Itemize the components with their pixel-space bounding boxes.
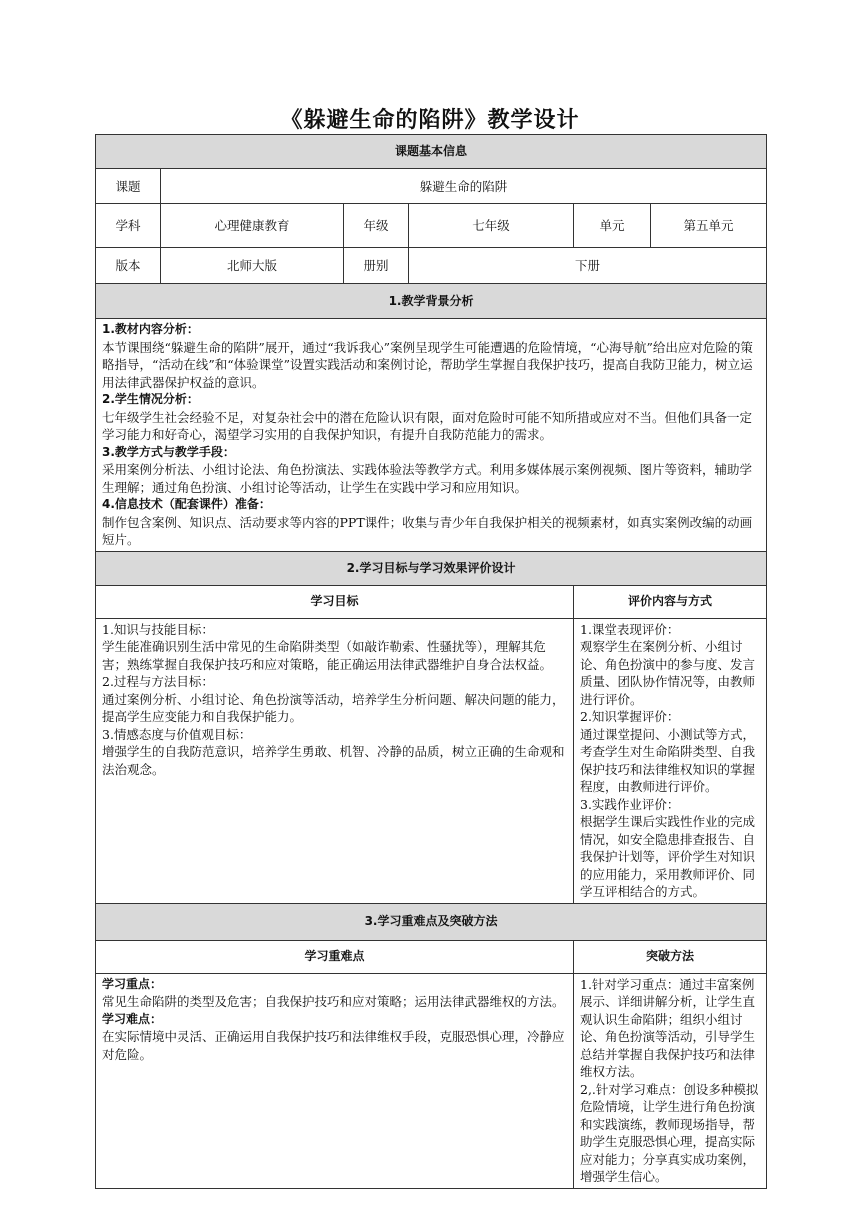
topic-label: 课题 <box>96 169 161 204</box>
key-points-text: 常见生命陷阱的类型及危害；自我保护技巧和应对策略；运用法律武器维权的方法。 <box>102 994 565 1009</box>
unit-value: 第五单元 <box>651 204 767 248</box>
it-preparation-heading: 4.信息技术（配套课件）准备： <box>102 497 271 511</box>
eval-knowledge-text: 通过课堂提问、小测试等方式，考查学生对生命陷阱类型、自我保护技巧和法律维权知识的掌握程度，由教师进行评价。 <box>580 726 756 794</box>
basic-info-header: 课题基本信息 <box>96 135 767 169</box>
difficulties-colheads-row <box>96 940 767 973</box>
lesson-plan-table <box>95 134 767 1189</box>
background-content-row <box>96 319 767 552</box>
evaluation-cell <box>574 618 767 903</box>
background-content <box>96 319 767 552</box>
teaching-methods-text: 采用案例分析法、小组讨论法、角色扮演法、实践体验法等教学方式。利用多媒体展示案例视频、图片等资料，辅助学生理解；通过角色扮演、小组讨论等活动，让学生在实践中学习和应用知识。 <box>102 462 753 495</box>
edition-row <box>96 248 767 284</box>
goal-emotion-text: 增强学生的自我防范意识，培养学生勇敢、机智、冷静的品质，树立正确的生命观和法治观念。 <box>102 744 565 777</box>
learning-goals-cell <box>96 618 574 903</box>
basic-info-header-row <box>96 135 767 169</box>
eval-knowledge-heading: 2.知识掌握评价： <box>580 709 680 724</box>
goal-knowledge-text: 学生能准确识别生活中常见的生命陷阱类型（如敲诈勒索、性骚扰等），理解其危害；熟练掌握自我保护技巧和应对策略，能正确运用法律武器维护自身合法权益。 <box>102 639 553 672</box>
student-analysis-text: 七年级学生社会经验不足，对复杂社会中的潜在危险认识有限，面对危险时可能不知所措或应对不当。但他们具备一定学习能力和好奇心，渴望学习实用的自我保护知识，有提升自我防范能力的需求。 <box>102 409 753 442</box>
material-analysis-heading: 1.教材内容分析： <box>102 322 199 336</box>
document-title: 《躲避生命的陷阱》教学设计 <box>280 108 580 133</box>
volume-value: 下册 <box>409 248 767 284</box>
student-analysis-heading: 2.学生情况分析： <box>102 392 199 406</box>
difficulties-col-methods: 突破方法 <box>574 940 767 973</box>
goal-emotion-heading: 3.情感态度与价值观目标： <box>102 726 252 742</box>
difficult-points-heading: 学习难点： <box>102 1011 163 1026</box>
difficult-points-text: 在实际情境中灵活、正确运用自我保护技巧和法律维权手段，克服恐惧心理，冷静应对危险。 <box>102 1029 565 1062</box>
keypoints-cell <box>96 973 574 1188</box>
objectives-col-evaluation: 评价内容与方式 <box>574 585 767 618</box>
subject-label: 学科 <box>96 204 161 248</box>
eval-class-heading: 1.课堂表现评价： <box>580 621 680 637</box>
material-analysis-text: 本节课围绕“躲避生命的陷阱”展开，通过“我诉我心”案例呈现学生可能遭遇的危险情境，“心海导航”给出应对危险的策略指导，“活动在线”和“体验课堂”设置实践活动和案例讨论，帮助学生掌握自我保护技巧，提高自我防卫能力，树立运用法律武器保护权益的意识。 <box>102 339 753 390</box>
difficulties-header: 3.学习重难点及突破方法 <box>96 903 767 940</box>
subject-value: 心理健康教育 <box>161 204 344 248</box>
difficulties-col-keypoints: 学习重难点 <box>96 940 574 973</box>
objectives-header-row <box>96 551 767 585</box>
key-points-heading: 学习重点： <box>102 976 163 991</box>
difficulties-header-row <box>96 903 767 940</box>
goal-process-text: 通过案例分析、小组讨论、角色扮演等活动，培养学生分析问题、解决问题的能力，提高学生应变能力和自我保护能力。 <box>102 691 565 724</box>
eval-practice-text: 根据学生课后实践性作业的完成情况，如安全隐患排查报告、自我保护计划等，评价学生对知识的应用能力，采用教师评价、同学互评相结合的方式。 <box>580 814 756 899</box>
difficulties-content-row <box>96 973 767 1188</box>
edition-value: 北师大版 <box>161 248 344 284</box>
objectives-col-goals: 学习目标 <box>96 585 574 618</box>
edition-label: 版本 <box>96 248 161 284</box>
subject-row <box>96 204 767 248</box>
eval-practice-heading: 3.实践作业评价： <box>580 796 680 812</box>
unit-label: 单元 <box>574 204 651 248</box>
goal-knowledge-heading: 1.知识与技能目标： <box>102 621 214 637</box>
grade-value: 七年级 <box>409 204 574 248</box>
topic-value: 躲避生命的陷阱 <box>161 169 767 204</box>
background-header-row <box>96 284 767 319</box>
grade-label: 年级 <box>344 204 409 248</box>
objectives-header: 2.学习目标与学习效果评价设计 <box>96 551 767 585</box>
teaching-methods-heading: 3.教学方式与教学手段： <box>102 444 235 459</box>
volume-label: 册别 <box>344 248 409 284</box>
method-difficulties: 2,.针对学习难点：创设多种模拟危险情境，让学生进行角色扮演和实践演练，教师现场指导，帮助学生克服恐惧心理，提高实际应对能力；分享真实成功案例，增强学生信心。 <box>580 1081 759 1184</box>
objectives-colheads-row <box>96 585 767 618</box>
objectives-content-row <box>96 618 767 903</box>
background-header: 1.教学背景分析 <box>96 284 767 319</box>
goal-process-heading: 2.过程与方法目标： <box>102 674 214 689</box>
methods-cell <box>574 973 767 1188</box>
eval-class-text: 观察学生在案例分析、小组讨论、角色扮演中的参与度、发言质量、团队协作情况等，由教师进行评价。 <box>580 639 756 707</box>
method-keypoints: 1.针对学习重点：通过丰富案例展示、详细讲解分析，让学生直观认识生命陷阱；组织小组讨论、角色扮演等活动，引导学生总结并掌握自我保护技巧和法律维权方法。 <box>580 976 756 1079</box>
it-preparation-text: 制作包含案例、知识点、活动要求等内容的PPT课件；收集与青少年自我保护相关的视频素材，如真实案例改编的动画短片。 <box>102 514 753 547</box>
topic-row <box>96 169 767 204</box>
